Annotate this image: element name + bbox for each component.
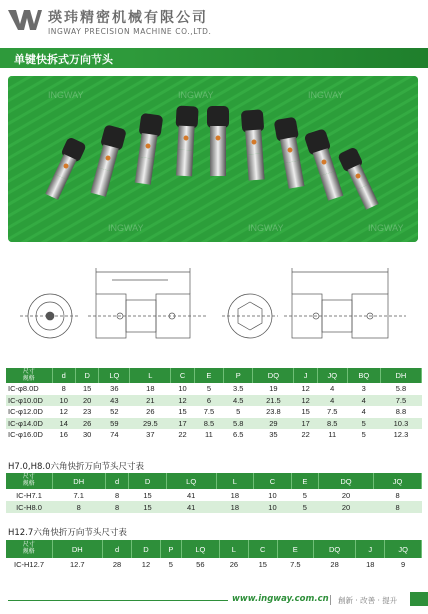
col-header: E bbox=[291, 473, 318, 489]
value-cell: 11 bbox=[317, 429, 347, 441]
value-cell: 5 bbox=[347, 429, 380, 441]
table2-title: H7.0,H8.0六角快折万向节头尺寸表 bbox=[8, 462, 145, 472]
col-header: DQ bbox=[318, 473, 373, 489]
section-title: 单键快拆式万向节头 bbox=[14, 53, 113, 66]
footer-page-tab bbox=[410, 592, 428, 606]
value-cell: 18 bbox=[216, 489, 254, 501]
value-cell: 10.3 bbox=[380, 418, 421, 430]
product-photo bbox=[8, 76, 418, 242]
value-cell: 19 bbox=[253, 383, 294, 395]
col-header: D bbox=[75, 368, 98, 383]
svg-text:INGWAY: INGWAY bbox=[248, 223, 284, 233]
hex-h7-h8-table bbox=[6, 473, 422, 513]
value-cell: 56 bbox=[196, 560, 205, 569]
main-spec-table bbox=[6, 368, 422, 441]
col-header: J bbox=[356, 540, 385, 558]
value-cell: 23.8 bbox=[253, 406, 294, 418]
value-cell: 5.8 bbox=[380, 383, 421, 395]
corner-top-label: 尺寸 bbox=[22, 474, 35, 480]
table-header-row bbox=[6, 473, 422, 489]
svg-text:INGWAY: INGWAY bbox=[108, 223, 144, 233]
footer-slogan: 創新 · 改善 · 提升 bbox=[338, 596, 398, 605]
corner-bottom-label: 规格 bbox=[22, 481, 35, 487]
value-cell: 5.8 bbox=[224, 418, 253, 430]
value-cell: 5 bbox=[168, 560, 173, 569]
footer-divider bbox=[8, 600, 228, 601]
value-cell: 12 bbox=[52, 406, 75, 418]
value-cell: 18 bbox=[130, 383, 171, 395]
value-cell: 12 bbox=[294, 395, 317, 407]
title-bar-tail bbox=[128, 48, 428, 68]
corner-top-label: 尺寸 bbox=[22, 542, 35, 548]
value-cell: 3 bbox=[347, 383, 380, 395]
value-cell: 4.5 bbox=[224, 395, 253, 407]
value-cell: 12 bbox=[141, 560, 151, 569]
value-cell: 41 bbox=[166, 489, 216, 501]
table-row bbox=[6, 395, 422, 407]
value-cell: 15 bbox=[294, 406, 317, 418]
value-cell: 16 bbox=[52, 429, 75, 441]
col-header: C bbox=[248, 540, 277, 558]
value-cell: 8 bbox=[52, 383, 75, 395]
section-title-bar bbox=[0, 48, 428, 68]
table-row bbox=[6, 489, 422, 501]
value-cell: 15 bbox=[171, 406, 194, 418]
value-cell: 37 bbox=[130, 429, 171, 441]
value-cell: 36 bbox=[99, 383, 130, 395]
spec-cell: IC-H8.0 bbox=[6, 501, 52, 513]
spec-cell: IC-φ14.0D bbox=[6, 418, 52, 430]
value-cell: 8 bbox=[374, 489, 422, 501]
value-cell: 30 bbox=[75, 429, 98, 441]
value-cell: 43 bbox=[99, 395, 130, 407]
value-cell: 4 bbox=[317, 383, 347, 395]
value-cell: 20 bbox=[318, 489, 373, 501]
col-header: d bbox=[105, 473, 128, 489]
value-cell: 17 bbox=[171, 418, 194, 430]
col-header: D bbox=[129, 473, 167, 489]
spec-cell: IC-H7.1 bbox=[6, 489, 52, 501]
value-cell: 4 bbox=[347, 395, 380, 407]
value-cell: 10 bbox=[254, 489, 292, 501]
value-cell: 5 bbox=[224, 406, 253, 418]
value-cell: 12 bbox=[171, 395, 194, 407]
col-header: C bbox=[254, 473, 292, 489]
corner-bottom-label: 规格 bbox=[22, 549, 35, 555]
svg-text:INGWAY: INGWAY bbox=[368, 223, 404, 233]
col-header: LQ bbox=[166, 473, 216, 489]
table-row bbox=[6, 429, 422, 441]
value-cell: 5 bbox=[291, 489, 318, 501]
col-header: BQ bbox=[347, 368, 380, 383]
value-cell: 4 bbox=[347, 406, 380, 418]
value-cell: 22 bbox=[171, 429, 194, 441]
value-cell: 29 bbox=[253, 418, 294, 430]
corner-header bbox=[6, 473, 52, 489]
col-header: D bbox=[132, 540, 161, 558]
value-cell: 12.3 bbox=[380, 429, 421, 441]
value-cell: 8.5 bbox=[317, 418, 347, 430]
table-row bbox=[6, 501, 422, 513]
col-header: L bbox=[130, 368, 171, 383]
col-header: L bbox=[219, 540, 248, 558]
value-cell: 10 bbox=[52, 395, 75, 407]
col-header: P bbox=[224, 368, 253, 383]
spec-cell: IC-φ16.0D bbox=[6, 429, 52, 441]
value-cell: 18 bbox=[366, 560, 375, 569]
value-cell: 8.5 bbox=[194, 418, 223, 430]
col-header: E bbox=[277, 540, 313, 558]
corner-header bbox=[6, 368, 52, 383]
value-cell: 52 bbox=[99, 406, 130, 418]
value-cell: 5 bbox=[291, 501, 318, 513]
col-header: J bbox=[294, 368, 317, 383]
value-cell: 8.8 bbox=[380, 406, 421, 418]
value-cell: 26 bbox=[75, 418, 98, 430]
value-cell: 7.5 bbox=[380, 395, 421, 407]
value-cell: 26 bbox=[130, 406, 171, 418]
value-cell: 15 bbox=[129, 489, 167, 501]
col-header: d bbox=[52, 368, 75, 383]
value-cell: 18 bbox=[216, 501, 254, 513]
col-header: JQ bbox=[374, 473, 422, 489]
svg-text:INGWAY: INGWAY bbox=[178, 90, 214, 100]
value-cell: 5 bbox=[347, 418, 380, 430]
value-cell: 5 bbox=[194, 383, 223, 395]
company-name-cn: 瑛玮精密机械有限公司 bbox=[48, 10, 208, 26]
col-header: C bbox=[171, 368, 194, 383]
table-row bbox=[6, 418, 422, 430]
footer-website-link[interactable]: www.ingway.com.cn bbox=[232, 594, 329, 604]
col-header: LQ bbox=[181, 540, 219, 558]
value-cell: 17 bbox=[294, 418, 317, 430]
value-cell: 12 bbox=[294, 383, 317, 395]
value-cell: 7.5 bbox=[290, 560, 301, 569]
col-header: E bbox=[194, 368, 223, 383]
value-cell: 21 bbox=[130, 395, 171, 407]
spec-cell: IC-H12.7 bbox=[13, 560, 44, 569]
value-cell: 35 bbox=[253, 429, 294, 441]
value-cell: 7.5 bbox=[317, 406, 347, 418]
corner-top-label: 尺寸 bbox=[22, 368, 35, 375]
value-cell: 15 bbox=[75, 383, 98, 395]
table3-title: H12.7六角快折万向节头尺寸表 bbox=[8, 528, 127, 538]
value-cell: 7.1 bbox=[52, 489, 105, 501]
value-cell: 20 bbox=[75, 395, 98, 407]
col-header: P bbox=[160, 540, 181, 558]
value-cell: 11 bbox=[194, 429, 223, 441]
value-cell: 4 bbox=[317, 395, 347, 407]
value-cell: 74 bbox=[99, 429, 130, 441]
value-cell: 21.5 bbox=[253, 395, 294, 407]
value-cell: 23 bbox=[75, 406, 98, 418]
col-header: DH bbox=[52, 540, 103, 558]
value-cell: 20 bbox=[318, 501, 373, 513]
value-cell: 29.5 bbox=[130, 418, 171, 430]
value-cell: 3.5 bbox=[224, 383, 253, 395]
hex-h12-7-table bbox=[6, 540, 422, 571]
footer-separator bbox=[330, 595, 331, 605]
company-name-en: INGWAY PRECISION MACHINE CO.,LTD. bbox=[48, 27, 212, 36]
value-cell: 10 bbox=[171, 383, 194, 395]
company-logo-icon bbox=[8, 8, 42, 32]
value-cell: 59 bbox=[99, 418, 130, 430]
col-header: JQ bbox=[317, 368, 347, 383]
value-cell: 14 bbox=[52, 418, 75, 430]
page-footer bbox=[0, 592, 428, 614]
value-cell: 8 bbox=[52, 501, 105, 513]
spec-cell: IC-φ10.0D bbox=[6, 395, 52, 407]
spec-cell: IC-φ8.0D bbox=[6, 383, 52, 395]
value-cell: 6.5 bbox=[224, 429, 253, 441]
col-header: DH bbox=[52, 473, 105, 489]
technical-drawings bbox=[8, 258, 418, 366]
col-header: DQ bbox=[253, 368, 294, 383]
value-cell: 12.7 bbox=[70, 560, 85, 569]
col-header: JQ bbox=[385, 540, 422, 558]
value-cell: 26 bbox=[229, 560, 239, 569]
col-header: d bbox=[103, 540, 132, 558]
table-row bbox=[6, 558, 422, 571]
value-cell: 10 bbox=[254, 501, 292, 513]
value-cell: 6 bbox=[194, 395, 223, 407]
spec-cell: IC-φ12.0D bbox=[6, 406, 52, 418]
table-header-row bbox=[6, 368, 422, 383]
col-header: DH bbox=[380, 368, 421, 383]
table-header-row bbox=[6, 540, 422, 558]
value-cell: 9 bbox=[401, 560, 406, 569]
svg-text:INGWAY: INGWAY bbox=[308, 90, 344, 100]
svg-text:INGWAY: INGWAY bbox=[48, 90, 84, 100]
value-cell: 15 bbox=[129, 501, 167, 513]
col-header: LQ bbox=[99, 368, 130, 383]
value-cell: 8 bbox=[374, 501, 422, 513]
value-cell: 8 bbox=[105, 501, 128, 513]
value-cell: 41 bbox=[166, 501, 216, 513]
table-row bbox=[6, 383, 422, 395]
value-cell: 7.5 bbox=[194, 406, 223, 418]
value-cell: 22 bbox=[294, 429, 317, 441]
col-header: L bbox=[216, 473, 254, 489]
value-cell: 8 bbox=[105, 489, 128, 501]
page-header bbox=[0, 0, 428, 44]
universal-joints-illustration bbox=[8, 76, 418, 242]
table-row bbox=[6, 406, 422, 418]
corner-bottom-label: 规格 bbox=[22, 375, 35, 382]
corner-header bbox=[6, 540, 52, 558]
value-cell: 28 bbox=[112, 560, 122, 569]
value-cell: 15 bbox=[258, 560, 267, 569]
col-header: DQ bbox=[313, 540, 355, 558]
value-cell: 28 bbox=[330, 560, 339, 569]
